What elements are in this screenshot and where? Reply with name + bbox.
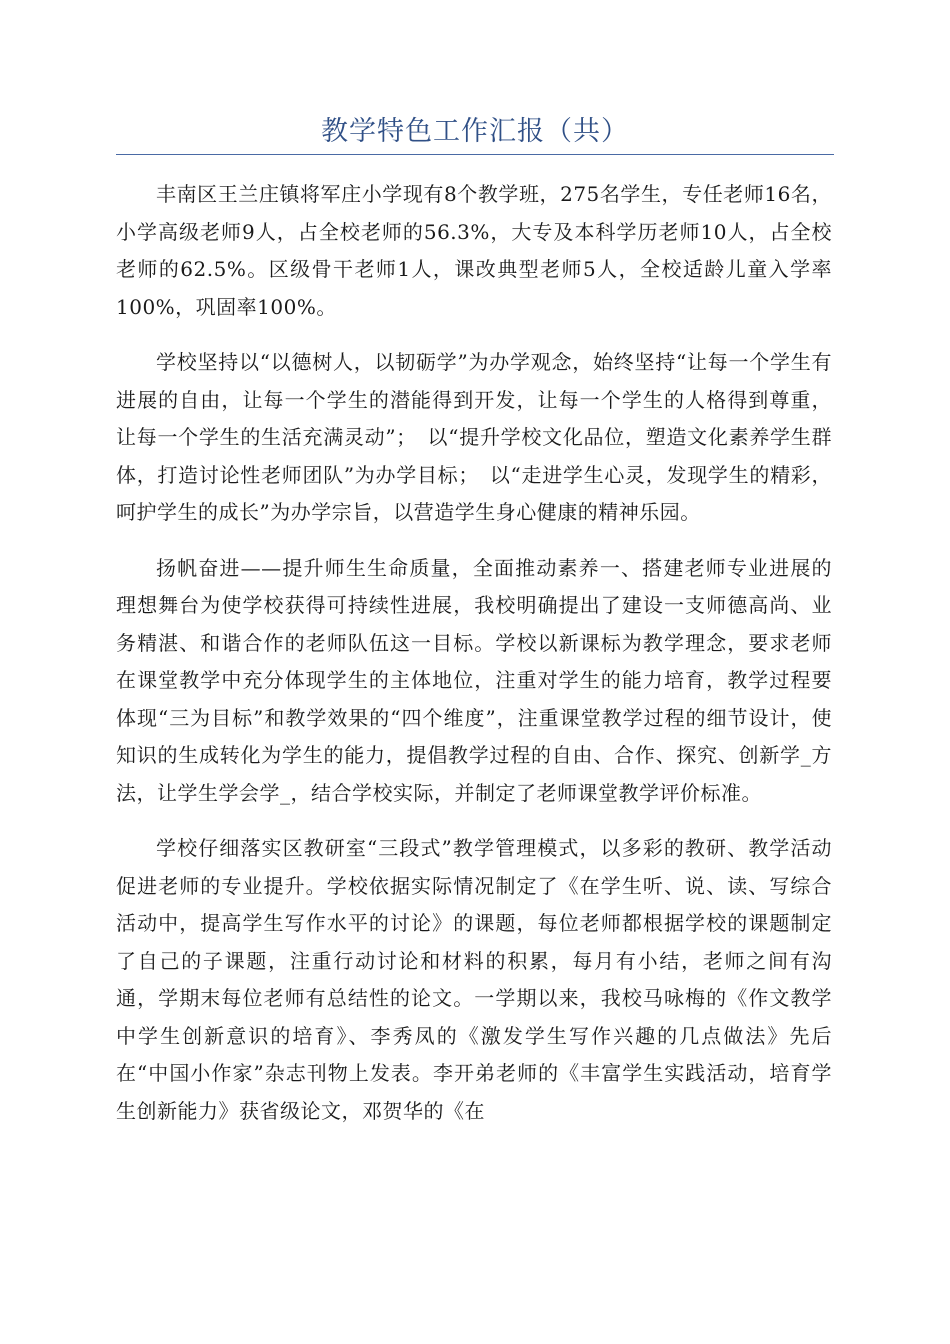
paragraph-3: 扬帆奋进——提升师生生命质量，全面推动素养一、搭建老师专业进展的理想舞台为使学校获得可持续性进展，我校明确提出了建设一支师德高尚、业务精湛、和谐合作的老师队伍这一目标。学校以新课标为教学理念，要求老师在课堂教学中充分体现学生的主体地位，注重对学生的能力培育，教学过程要体现“三为目标”和教学效果的“四个维度”，注重课堂教学过程的细节设计，使知识的生成转化为学生的能力，提倡教学过程的自由、合作、探究、创新学_方法，让学生学会学_，结合学校实际，并制定了老师课堂教学评价标准。 xyxy=(116,555,832,805)
paragraph-2: 学校坚持以“以德树人，以韧砺学”为办学观念，始终坚持“让每一个学生有进展的自由，让每一个学生的潜能得到开发，让每一个学生的人格得到尊重，让每一个学生的生活充满灵动”； 以“提升学校文化品位，塑造文化素养学生群体，打造讨论性老师团队”为办学目标； 以“走进学生心灵，发现学生的精彩，呵护学生的成长”为办学宗旨，以营造学生身心健康的精神乐园。 xyxy=(116,350,832,524)
title-underline xyxy=(116,154,834,155)
document-title: 教学特色工作汇报（共） xyxy=(321,116,629,147)
paragraph-4: 学校仔细落实区教研室“三段式”教学管理模式，以多彩的教研、教学活动促进老师的专业提升。学校依据实际情况制定了《在学生听、说、读、写综合活动中，提高学生写作水平的讨论》的课题，每位老师都根据学校的课题制定了自己的子课题，注重行动讨论和材料的积累，每月有小结，老师之间有沟通，学期末每位老师有总结性的论文。一学期以来，我校马咏梅的《作文教学中学生创新意识的培育》、李秀凤的《激发学生写作兴趣的几点做法》先后在“中国小作家”杂志刊物上发表。李开弟老师的《丰富学生实践活动，培育学生创新能力》获省级论文，邓贺华的《在 xyxy=(116,836,832,1123)
document-body xyxy=(116,176,832,1148)
paragraph-1: 丰南区王兰庄镇将军庄小学现有8个教学班，275名学生，专任老师16名，小学高级老师9人，占全校老师的56.3%，大专及本科学历老师10人，占全校老师的62.5%。区级骨干老师1人，课改典型老师5人，全校适龄儿童入学率100%，巩固率100%。 xyxy=(116,182,832,319)
